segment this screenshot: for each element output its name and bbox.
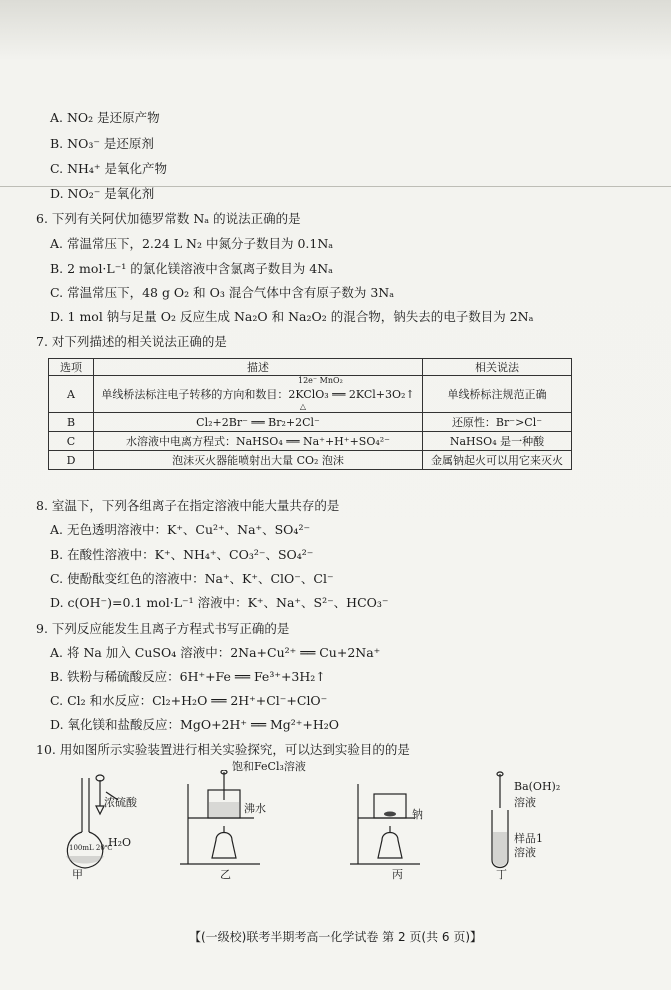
q7-row-c-opt: C bbox=[49, 432, 94, 451]
label-conc-acid: 浓硫酸 bbox=[104, 796, 137, 809]
q6-option-c: C. 常温常压下，48 g O₂ 和 O₃ 混合气体中含有原子数为 3Nₐ bbox=[50, 285, 395, 300]
q7-row-a-opt: A bbox=[49, 376, 94, 413]
q7-row-b-opt: B bbox=[49, 413, 94, 432]
q6-option-d: D. 1 mol 钠与足量 O₂ 反应生成 Na₂O 和 Na₂O₂ 的混合物，钠失去的电子数目为 2Nₐ bbox=[50, 309, 534, 324]
label-sodium: 钠 bbox=[412, 808, 423, 821]
label-yi: 乙 bbox=[220, 868, 231, 881]
q7-row-b-desc: Cl₂+2Br⁻ ══ Br₂+2Cl⁻ bbox=[94, 413, 423, 432]
q10-figures bbox=[60, 760, 600, 881]
q9-option-b: B. 铁粉与稀硫酸反应：6H⁺+Fe ══ Fe³⁺+3H₂↑ bbox=[50, 669, 326, 684]
q7-table bbox=[48, 358, 572, 470]
q5-option-c: C. NH₄⁺ 是氧化产物 bbox=[50, 161, 167, 176]
label-ding: 丁 bbox=[496, 868, 507, 881]
q7-header-note: 相关说法 bbox=[423, 359, 572, 376]
sodium-heating-icon bbox=[350, 770, 460, 880]
q10-stem: 10. 用如图所示实验装置进行相关实验探究，可以达到实验目的的是 bbox=[36, 742, 410, 757]
q9-stem: 9. 下列反应能发生且离子方程式书写正确的是 bbox=[36, 621, 290, 636]
q7-row-a-desc-bottom: △ bbox=[299, 402, 307, 411]
label-boiling-water: 沸水 bbox=[244, 802, 266, 815]
label-jia: 甲 bbox=[72, 868, 83, 881]
q7-row-a-desc-main: 单线桥法标注电子转移的方向和数目：2KClO₃ ══ 2KCl+3O₂↑ bbox=[101, 388, 415, 401]
q7-row-a-note: 单线桥标注规范正确 bbox=[423, 376, 572, 413]
q5-option-a: A. NO₂ 是还原产物 bbox=[50, 110, 160, 125]
q9-option-c: C. Cl₂ 和水反应：Cl₂+H₂O ══ 2H⁺+Cl⁻+ClO⁻ bbox=[50, 693, 328, 708]
table-row bbox=[49, 432, 572, 451]
q8-option-b: B. 在酸性溶液中：K⁺、NH₄⁺、CO₃²⁻、SO₄²⁻ bbox=[50, 547, 314, 562]
q5-option-b: B. NO₃⁻ 是还原剂 bbox=[50, 136, 154, 151]
q6-option-b: B. 2 mol·L⁻¹ 的氯化镁溶液中含氯离子数目为 4Nₐ bbox=[50, 261, 333, 276]
q7-header-desc: 描述 bbox=[94, 359, 423, 376]
q7-row-d-desc: 泡沫灭火器能喷射出大量 CO₂ 泡沫 bbox=[94, 451, 423, 470]
label-baoh2-solution: 溶液 bbox=[514, 796, 536, 809]
label-sample-solution: 溶液 bbox=[514, 846, 536, 859]
q7-row-c-desc: 水溶液中电离方程式：NaHSO₄ ══ Na⁺+H⁺+SO₄²⁻ bbox=[94, 432, 423, 451]
q7-row-a-desc-top: 12e⁻ MnO₂ bbox=[298, 376, 343, 385]
table-row bbox=[49, 413, 572, 432]
q8-option-d: D. c(OH⁻)=0.1 mol·L⁻¹ 溶液中：K⁺、Na⁺、S²⁻、HCO₃⁻ bbox=[50, 595, 389, 610]
beaker-heating-icon bbox=[180, 770, 310, 880]
label-volume: 100mL 20℃ bbox=[69, 844, 113, 852]
label-baoh2: Ba(OH)₂ bbox=[514, 780, 561, 793]
q7-row-d-opt: D bbox=[49, 451, 94, 470]
q6-stem: 6. 下列有关阿伏加德罗常数 Nₐ 的说法正确的是 bbox=[36, 211, 301, 226]
q8-stem: 8. 室温下，下列各组离子在指定溶液中能大量共存的是 bbox=[36, 498, 340, 513]
q7-stem: 7. 对下列描述的相关说法正确的是 bbox=[36, 334, 227, 349]
page-footer: 【(一级校)联考半期考高一化学试卷 第 2 页(共 6 页)】 bbox=[188, 930, 483, 944]
table-row bbox=[49, 376, 572, 413]
q8-option-c: C. 使酚酞变红色的溶液中：Na⁺、K⁺、ClO⁻、Cl⁻ bbox=[50, 571, 334, 586]
q7-row-c-note: NaHSO₄ 是一种酸 bbox=[423, 432, 572, 451]
q7-header-option: 选项 bbox=[49, 359, 94, 376]
label-h2o: H₂O bbox=[108, 836, 132, 849]
label-bing: 丙 bbox=[392, 868, 403, 881]
table-row bbox=[49, 451, 572, 470]
q7-row-d-note: 金属钠起火可以用它来灭火 bbox=[423, 451, 572, 470]
q9-option-a: A. 将 Na 加入 CuSO₄ 溶液中：2Na+Cu²⁺ ══ Cu+2Na⁺ bbox=[50, 645, 381, 660]
q7-row-b-note: 还原性：Br⁻>Cl⁻ bbox=[423, 413, 572, 432]
q9-option-d: D. 氧化镁和盐酸反应：MgO+2H⁺ ══ Mg²⁺+H₂O bbox=[50, 717, 340, 732]
q5-option-d: D. NO₂⁻ 是氧化剂 bbox=[50, 186, 155, 201]
q8-option-a: A. 无色透明溶液中：K⁺、Cu²⁺、Na⁺、SO₄²⁻ bbox=[50, 522, 311, 537]
label-sample: 样品1 bbox=[514, 832, 543, 845]
q7-row-a-desc bbox=[94, 376, 423, 413]
q6-option-a: A. 常温常压下，2.24 L N₂ 中氮分子数目为 0.1Nₐ bbox=[50, 236, 334, 251]
flask-apparatus-icon bbox=[60, 770, 190, 880]
label-fecl3: 饱和FeCl₃溶液 bbox=[232, 760, 306, 773]
